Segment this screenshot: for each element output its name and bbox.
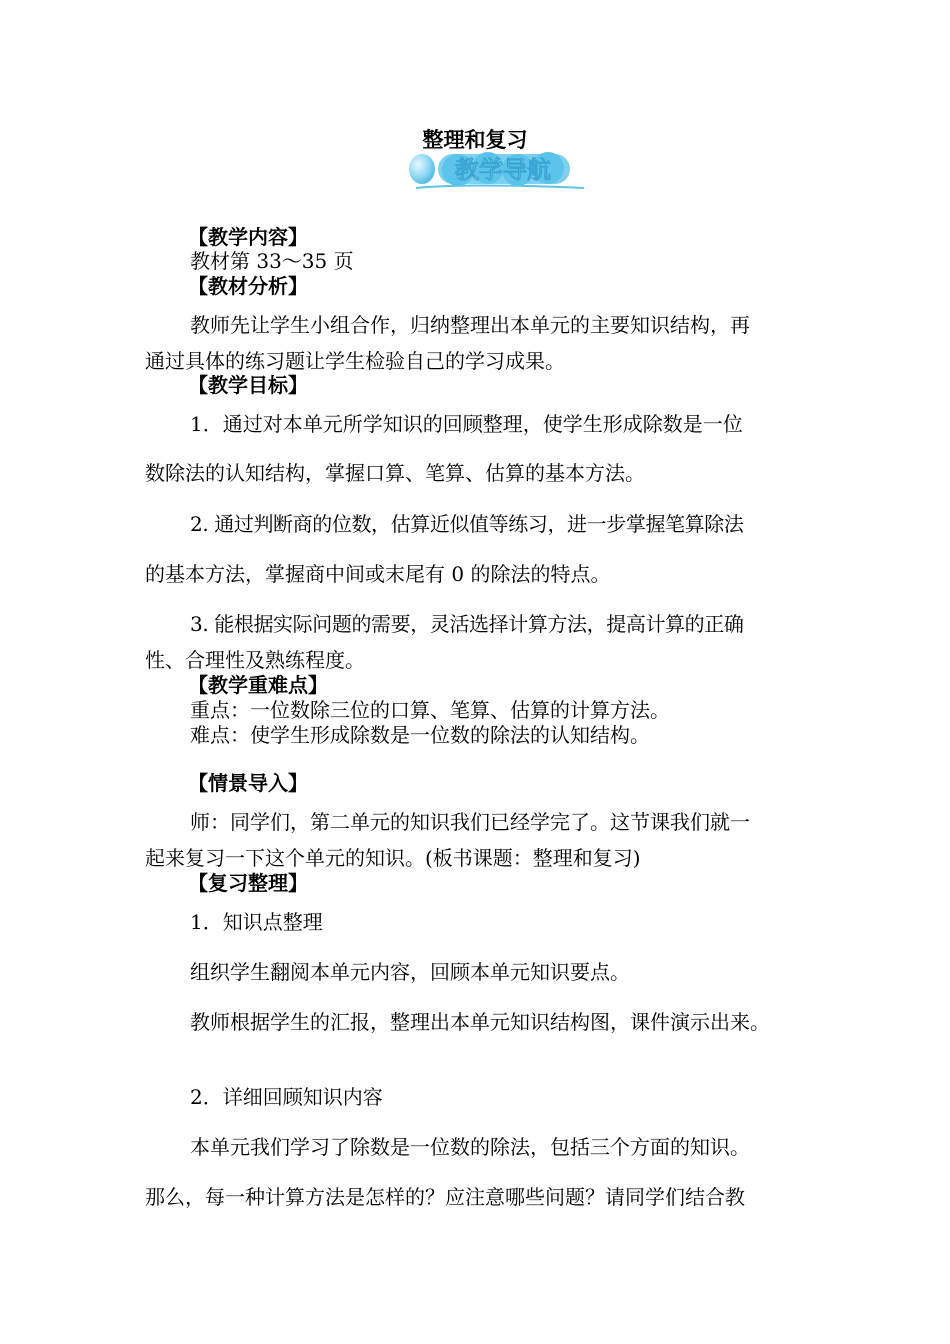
heading-scenario-intro: 【情景导入】 [188, 771, 308, 795]
goal-3-line-1: 3. 能根据实际问题的需要，灵活选择计算方法，提高计算的正确 [190, 612, 744, 636]
analysis-line-2: 通过具体的练习题让学生检验自己的学习成果。 [145, 349, 565, 373]
goal-1-line-1: 1．通过对本单元所学知识的回顾整理，使学生形成除数是一位 [190, 412, 743, 436]
review-2-line-2: 那么，每一种计算方法是怎样的？应注意哪些问题？请同学们结合教 [145, 1185, 745, 1209]
goal-2-line-1: 2. 通过判断商的位数，估算近似值等练习，进一步掌握笔算除法 [190, 512, 744, 536]
teaching-navigation-banner [408, 148, 588, 194]
difficult-point: 难点：使学生形成除数是一位数的除法的认知结构。 [190, 723, 650, 747]
review-2-title: 2．详细回顾知识内容 [190, 1085, 383, 1109]
heading-material-analysis: 【教材分析】 [188, 274, 308, 298]
review-1-paragraph-1: 组织学生翻阅本单元内容，回顾本单元知识要点。 [190, 960, 630, 984]
key-point: 重点：一位数除三位的口算、笔算、估算的计算方法。 [190, 698, 670, 722]
heading-teaching-content: 【教学内容】 [188, 225, 308, 249]
goal-1-line-2: 数除法的认知结构，掌握口算、笔算、估算的基本方法。 [145, 461, 645, 485]
goal-3-line-2: 性、合理性及熟练程度。 [145, 648, 365, 672]
heading-teaching-goals: 【教学目标】 [188, 373, 308, 397]
analysis-line-1: 教师先让学生小组合作，归纳整理出本单元的主要知识结构，再 [190, 313, 750, 337]
intro-line-2: 起来复习一下这个单元的知识。(板书课题：整理和复习) [145, 846, 641, 870]
review-2-line-1: 本单元我们学习了除数是一位数的除法，包括三个方面的知识。 [190, 1135, 750, 1159]
review-1-paragraph-2: 教师根据学生的汇报，整理出本单元知识结构图，课件演示出来。 [190, 1010, 770, 1034]
banner-text: 教学导航 [455, 156, 551, 184]
page-title: 整理和复习 [422, 128, 528, 152]
heading-key-difficult-points: 【教学重难点】 [188, 673, 328, 697]
review-1-title: 1．知识点整理 [190, 910, 323, 934]
intro-line-1: 师：同学们，第二单元的知识我们已经学完了。这节课我们就一 [190, 810, 750, 834]
goal-2-line-2: 的基本方法，掌握商中间或末尾有 0 的除法的特点。 [145, 562, 611, 586]
heading-review-organize: 【复习整理】 [188, 871, 308, 895]
content-text: 教材第 33～35 页 [190, 249, 354, 273]
